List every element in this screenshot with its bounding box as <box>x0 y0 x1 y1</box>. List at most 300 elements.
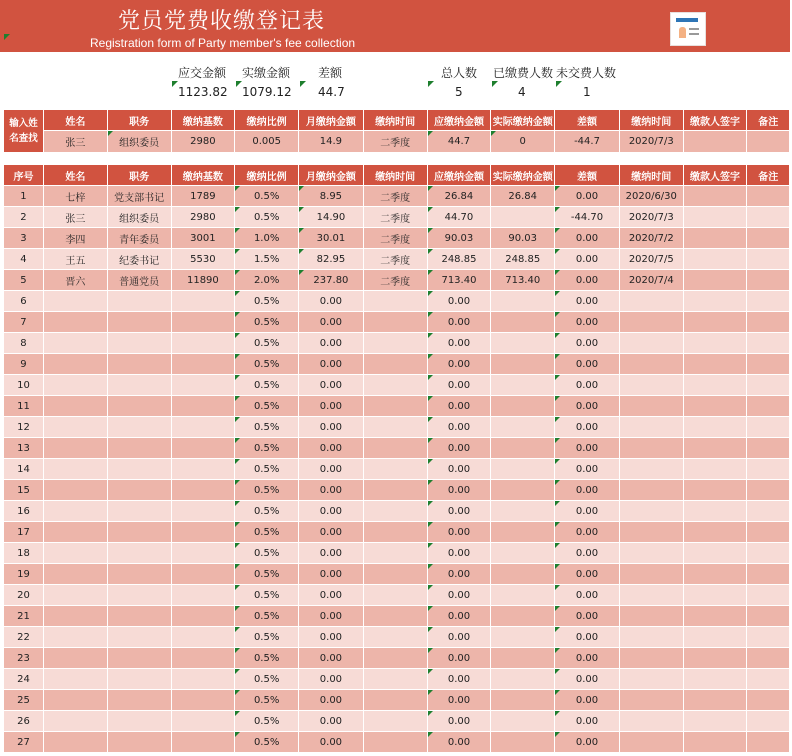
table-cell[interactable]: 4 <box>4 249 43 270</box>
table-cell[interactable]: 5 <box>4 270 43 291</box>
table-cell[interactable] <box>747 501 790 522</box>
table-cell[interactable]: 0.00 <box>427 375 491 396</box>
table-cell[interactable]: 0.5% <box>235 333 299 354</box>
table-cell[interactable] <box>491 459 555 480</box>
table-cell[interactable] <box>363 375 427 396</box>
table-cell[interactable]: 26 <box>4 711 43 732</box>
table-cell[interactable]: 713.40 <box>491 270 555 291</box>
table-cell[interactable]: 30.01 <box>299 228 364 249</box>
table-cell[interactable] <box>363 585 427 606</box>
table-cell[interactable]: 0.00 <box>299 396 364 417</box>
table-cell[interactable]: 17 <box>4 522 43 543</box>
table-cell[interactable] <box>171 438 235 459</box>
table-cell[interactable]: 0.00 <box>555 564 620 585</box>
table-cell[interactable] <box>747 648 790 669</box>
table-cell[interactable]: 82.95 <box>299 249 364 270</box>
table-cell[interactable] <box>363 732 427 753</box>
table-cell[interactable]: 2.0% <box>235 270 299 291</box>
table-cell[interactable] <box>107 354 171 375</box>
table-cell[interactable]: 0.00 <box>299 543 364 564</box>
table-cell[interactable] <box>43 417 107 438</box>
table-cell[interactable] <box>363 690 427 711</box>
table-cell[interactable] <box>747 207 790 228</box>
column-header[interactable]: 缴款人签字 <box>683 165 747 186</box>
table-cell[interactable]: 0.00 <box>427 333 491 354</box>
table-cell[interactable]: 0.00 <box>427 396 491 417</box>
table-cell[interactable]: 248.85 <box>427 249 491 270</box>
table-cell[interactable] <box>683 228 747 249</box>
table-cell[interactable] <box>747 732 790 753</box>
table-cell[interactable]: 0.5% <box>235 375 299 396</box>
table-cell[interactable]: 0.00 <box>427 501 491 522</box>
table-cell[interactable]: 0.00 <box>555 501 620 522</box>
table-cell[interactable]: 0.00 <box>427 480 491 501</box>
table-cell[interactable]: 0.00 <box>427 438 491 459</box>
table-cell[interactable]: 0.00 <box>427 711 491 732</box>
table-cell[interactable] <box>171 333 235 354</box>
lookup-cell[interactable]: 2980 <box>171 131 235 153</box>
table-cell[interactable]: 0.00 <box>427 522 491 543</box>
table-cell[interactable] <box>107 648 171 669</box>
table-cell[interactable]: 二季度 <box>363 228 427 249</box>
table-cell[interactable]: 0.00 <box>555 480 620 501</box>
column-header[interactable]: 缴纳基数 <box>171 165 235 186</box>
table-cell[interactable] <box>491 690 555 711</box>
lookup-cell[interactable]: 44.7 <box>427 131 491 153</box>
table-cell[interactable] <box>491 669 555 690</box>
table-cell[interactable] <box>683 207 747 228</box>
table-cell[interactable] <box>619 396 683 417</box>
lookup-cell[interactable]: 0.005 <box>235 131 299 153</box>
table-cell[interactable]: 0.00 <box>555 438 620 459</box>
table-cell[interactable] <box>363 438 427 459</box>
table-cell[interactable] <box>107 417 171 438</box>
table-cell[interactable]: 9 <box>4 354 43 375</box>
table-cell[interactable] <box>107 375 171 396</box>
table-cell[interactable] <box>43 711 107 732</box>
table-cell[interactable]: 0.5% <box>235 564 299 585</box>
table-cell[interactable] <box>171 312 235 333</box>
table-cell[interactable] <box>107 669 171 690</box>
table-cell[interactable] <box>363 543 427 564</box>
table-cell[interactable] <box>683 438 747 459</box>
table-cell[interactable]: 0.00 <box>555 270 620 291</box>
table-cell[interactable]: 2980 <box>171 207 235 228</box>
table-cell[interactable]: 0.00 <box>555 249 620 270</box>
table-cell[interactable] <box>619 669 683 690</box>
table-cell[interactable]: 0.5% <box>235 291 299 312</box>
table-cell[interactable] <box>683 480 747 501</box>
table-cell[interactable] <box>43 522 107 543</box>
paid-count-value[interactable]: 4 <box>518 85 526 99</box>
table-cell[interactable]: 0.00 <box>427 459 491 480</box>
table-cell[interactable] <box>683 606 747 627</box>
table-cell[interactable] <box>491 627 555 648</box>
table-cell[interactable] <box>171 606 235 627</box>
table-cell[interactable] <box>747 669 790 690</box>
table-cell[interactable]: 10 <box>4 375 43 396</box>
table-cell[interactable]: 0.00 <box>299 585 364 606</box>
table-cell[interactable] <box>43 333 107 354</box>
column-header[interactable]: 备注 <box>747 165 790 186</box>
table-cell[interactable]: 5530 <box>171 249 235 270</box>
table-cell[interactable]: 0.5% <box>235 186 299 207</box>
table-cell[interactable]: 0.00 <box>299 627 364 648</box>
column-header[interactable]: 应缴纳金额 <box>427 165 491 186</box>
table-cell[interactable] <box>43 459 107 480</box>
table-cell[interactable]: 0.5% <box>235 711 299 732</box>
table-cell[interactable]: 0.00 <box>427 543 491 564</box>
table-cell[interactable]: 0.00 <box>299 522 364 543</box>
table-cell[interactable]: 0.00 <box>555 354 620 375</box>
table-cell[interactable] <box>171 522 235 543</box>
table-cell[interactable] <box>171 396 235 417</box>
table-cell[interactable]: 24 <box>4 669 43 690</box>
table-cell[interactable]: 0.5% <box>235 522 299 543</box>
table-cell[interactable] <box>107 501 171 522</box>
table-cell[interactable] <box>747 627 790 648</box>
table-cell[interactable]: 0.00 <box>555 732 620 753</box>
table-cell[interactable] <box>171 690 235 711</box>
table-cell[interactable] <box>619 354 683 375</box>
table-cell[interactable] <box>491 522 555 543</box>
table-cell[interactable]: 0.00 <box>299 564 364 585</box>
table-cell[interactable] <box>747 228 790 249</box>
table-cell[interactable] <box>491 648 555 669</box>
table-cell[interactable]: -44.70 <box>555 207 620 228</box>
table-cell[interactable] <box>683 417 747 438</box>
table-cell[interactable]: 0.00 <box>299 480 364 501</box>
table-cell[interactable] <box>747 564 790 585</box>
table-cell[interactable]: 0.5% <box>235 438 299 459</box>
table-cell[interactable] <box>43 396 107 417</box>
table-cell[interactable]: 0.00 <box>555 228 620 249</box>
table-cell[interactable] <box>683 732 747 753</box>
table-cell[interactable]: 2 <box>4 207 43 228</box>
table-cell[interactable]: 0.00 <box>555 585 620 606</box>
table-cell[interactable] <box>619 648 683 669</box>
table-cell[interactable] <box>619 291 683 312</box>
table-cell[interactable]: 90.03 <box>427 228 491 249</box>
table-cell[interactable]: 七梓 <box>43 186 107 207</box>
table-cell[interactable] <box>747 375 790 396</box>
table-cell[interactable] <box>683 333 747 354</box>
table-cell[interactable]: 0.00 <box>555 522 620 543</box>
table-cell[interactable]: 0.5% <box>235 207 299 228</box>
id-card-icon[interactable] <box>670 12 706 46</box>
table-cell[interactable]: 18 <box>4 543 43 564</box>
table-cell[interactable]: 纪委书记 <box>107 249 171 270</box>
table-cell[interactable]: 0.00 <box>555 669 620 690</box>
table-cell[interactable] <box>747 606 790 627</box>
table-cell[interactable]: 12 <box>4 417 43 438</box>
table-cell[interactable]: 0.00 <box>555 396 620 417</box>
table-cell[interactable]: 党支部书记 <box>107 186 171 207</box>
table-cell[interactable] <box>491 606 555 627</box>
column-header[interactable]: 缴纳时间 <box>363 165 427 186</box>
table-cell[interactable]: 0.00 <box>427 417 491 438</box>
table-cell[interactable]: 0.5% <box>235 501 299 522</box>
table-cell[interactable] <box>107 585 171 606</box>
table-cell[interactable] <box>683 186 747 207</box>
table-cell[interactable]: 李四 <box>43 228 107 249</box>
table-cell[interactable] <box>619 459 683 480</box>
table-cell[interactable]: 晋六 <box>43 270 107 291</box>
table-cell[interactable] <box>107 396 171 417</box>
table-cell[interactable] <box>619 501 683 522</box>
table-cell[interactable] <box>43 375 107 396</box>
table-cell[interactable]: 0.5% <box>235 732 299 753</box>
column-header[interactable]: 月缴纳金额 <box>299 165 364 186</box>
table-cell[interactable] <box>43 501 107 522</box>
table-cell[interactable] <box>747 354 790 375</box>
table-cell[interactable] <box>43 690 107 711</box>
table-cell[interactable]: 0.00 <box>555 648 620 669</box>
table-cell[interactable] <box>43 543 107 564</box>
table-cell[interactable]: 组织委员 <box>107 207 171 228</box>
table-cell[interactable] <box>363 333 427 354</box>
table-cell[interactable] <box>107 732 171 753</box>
table-cell[interactable]: 0.00 <box>299 438 364 459</box>
table-cell[interactable]: 7 <box>4 312 43 333</box>
table-cell[interactable] <box>363 627 427 648</box>
table-cell[interactable] <box>107 564 171 585</box>
table-cell[interactable] <box>43 585 107 606</box>
table-cell[interactable]: 22 <box>4 627 43 648</box>
difference-value[interactable]: 44.7 <box>318 85 345 99</box>
lookup-cell[interactable]: 组织委员 <box>107 131 171 153</box>
table-cell[interactable]: 21 <box>4 606 43 627</box>
table-cell[interactable]: 0.00 <box>299 690 364 711</box>
table-cell[interactable]: 2020/6/30 <box>619 186 683 207</box>
table-cell[interactable]: 0.00 <box>299 333 364 354</box>
table-cell[interactable]: 0.00 <box>427 690 491 711</box>
table-cell[interactable]: 0.00 <box>555 711 620 732</box>
table-cell[interactable] <box>171 585 235 606</box>
table-cell[interactable]: 0.5% <box>235 396 299 417</box>
table-cell[interactable] <box>619 585 683 606</box>
table-cell[interactable] <box>491 732 555 753</box>
table-cell[interactable]: 二季度 <box>363 186 427 207</box>
table-cell[interactable] <box>747 291 790 312</box>
table-cell[interactable] <box>491 501 555 522</box>
table-cell[interactable] <box>107 438 171 459</box>
table-cell[interactable] <box>683 312 747 333</box>
table-cell[interactable]: 二季度 <box>363 270 427 291</box>
table-cell[interactable] <box>107 480 171 501</box>
table-cell[interactable] <box>363 459 427 480</box>
table-cell[interactable]: 26.84 <box>427 186 491 207</box>
table-cell[interactable] <box>683 585 747 606</box>
table-cell[interactable] <box>43 627 107 648</box>
table-cell[interactable] <box>683 690 747 711</box>
table-cell[interactable] <box>171 480 235 501</box>
table-cell[interactable] <box>363 501 427 522</box>
table-cell[interactable] <box>683 648 747 669</box>
table-cell[interactable]: 0.00 <box>427 627 491 648</box>
table-cell[interactable] <box>43 669 107 690</box>
lookup-cell[interactable]: 0 <box>491 131 555 153</box>
table-cell[interactable]: 0.5% <box>235 417 299 438</box>
table-cell[interactable]: 2020/7/4 <box>619 270 683 291</box>
table-cell[interactable] <box>683 501 747 522</box>
table-cell[interactable]: 0.5% <box>235 690 299 711</box>
table-cell[interactable]: 2020/7/2 <box>619 228 683 249</box>
table-cell[interactable]: 11 <box>4 396 43 417</box>
table-cell[interactable] <box>491 291 555 312</box>
table-cell[interactable] <box>747 312 790 333</box>
column-header[interactable]: 职务 <box>107 165 171 186</box>
table-cell[interactable] <box>619 711 683 732</box>
table-cell[interactable]: 0.00 <box>555 627 620 648</box>
table-cell[interactable] <box>363 522 427 543</box>
table-cell[interactable]: 20 <box>4 585 43 606</box>
table-cell[interactable]: 44.70 <box>427 207 491 228</box>
table-cell[interactable]: 0.00 <box>299 291 364 312</box>
table-cell[interactable]: 0.00 <box>555 312 620 333</box>
lookup-cell[interactable] <box>747 131 790 153</box>
table-cell[interactable] <box>747 417 790 438</box>
table-cell[interactable]: 0.00 <box>555 543 620 564</box>
table-cell[interactable]: 0.00 <box>555 186 620 207</box>
table-cell[interactable]: 0.00 <box>299 648 364 669</box>
table-cell[interactable]: 8 <box>4 333 43 354</box>
table-cell[interactable]: 90.03 <box>491 228 555 249</box>
table-cell[interactable]: 1 <box>4 186 43 207</box>
table-cell[interactable] <box>107 333 171 354</box>
table-cell[interactable]: 0.00 <box>555 417 620 438</box>
table-cell[interactable] <box>683 354 747 375</box>
table-cell[interactable] <box>683 459 747 480</box>
table-cell[interactable] <box>619 564 683 585</box>
table-cell[interactable]: 二季度 <box>363 207 427 228</box>
table-cell[interactable]: 2020/7/3 <box>619 207 683 228</box>
table-cell[interactable] <box>363 711 427 732</box>
table-cell[interactable]: 0.00 <box>555 606 620 627</box>
table-cell[interactable] <box>683 291 747 312</box>
table-cell[interactable] <box>43 438 107 459</box>
table-cell[interactable]: 19 <box>4 564 43 585</box>
table-cell[interactable]: 2020/7/5 <box>619 249 683 270</box>
table-cell[interactable] <box>747 249 790 270</box>
table-cell[interactable] <box>171 291 235 312</box>
table-cell[interactable] <box>171 564 235 585</box>
table-cell[interactable] <box>683 627 747 648</box>
table-cell[interactable]: 0.00 <box>555 375 620 396</box>
table-cell[interactable] <box>363 312 427 333</box>
table-cell[interactable] <box>747 438 790 459</box>
table-cell[interactable]: 0.00 <box>427 606 491 627</box>
table-cell[interactable] <box>107 312 171 333</box>
table-cell[interactable] <box>171 627 235 648</box>
table-cell[interactable] <box>43 291 107 312</box>
table-cell[interactable]: 26.84 <box>491 186 555 207</box>
table-cell[interactable] <box>747 333 790 354</box>
table-cell[interactable]: 0.00 <box>427 585 491 606</box>
table-cell[interactable] <box>747 396 790 417</box>
table-cell[interactable] <box>43 312 107 333</box>
table-cell[interactable]: 0.00 <box>299 459 364 480</box>
table-cell[interactable]: 二季度 <box>363 249 427 270</box>
table-cell[interactable] <box>491 480 555 501</box>
table-cell[interactable]: 1.0% <box>235 228 299 249</box>
table-cell[interactable]: 0.00 <box>555 333 620 354</box>
table-cell[interactable]: 25 <box>4 690 43 711</box>
table-cell[interactable]: 0.00 <box>555 291 620 312</box>
total-people-value[interactable]: 5 <box>455 85 463 99</box>
table-cell[interactable]: 0.00 <box>555 459 620 480</box>
table-cell[interactable]: 0.00 <box>555 690 620 711</box>
table-cell[interactable] <box>491 564 555 585</box>
table-cell[interactable] <box>747 186 790 207</box>
table-cell[interactable] <box>171 543 235 564</box>
table-cell[interactable] <box>107 522 171 543</box>
table-cell[interactable]: 0.5% <box>235 543 299 564</box>
table-cell[interactable]: 23 <box>4 648 43 669</box>
lookup-cell[interactable] <box>683 131 747 153</box>
lookup-cell[interactable]: -44.7 <box>555 131 620 153</box>
table-cell[interactable] <box>683 270 747 291</box>
table-cell[interactable] <box>171 354 235 375</box>
table-cell[interactable]: 王五 <box>43 249 107 270</box>
table-cell[interactable] <box>363 564 427 585</box>
table-cell[interactable] <box>619 480 683 501</box>
table-cell[interactable] <box>491 711 555 732</box>
column-header[interactable]: 缴纳时间 <box>619 165 683 186</box>
table-cell[interactable] <box>363 396 427 417</box>
table-cell[interactable] <box>107 711 171 732</box>
table-cell[interactable] <box>747 459 790 480</box>
table-cell[interactable] <box>619 438 683 459</box>
lookup-cell[interactable]: 14.9 <box>299 131 364 153</box>
table-cell[interactable] <box>43 732 107 753</box>
table-cell[interactable]: 6 <box>4 291 43 312</box>
table-cell[interactable] <box>363 606 427 627</box>
table-cell[interactable]: 0.5% <box>235 480 299 501</box>
table-cell[interactable] <box>619 522 683 543</box>
table-cell[interactable]: 237.80 <box>299 270 364 291</box>
lookup-name-input[interactable]: 张三 <box>43 131 107 153</box>
table-cell[interactable]: 14 <box>4 459 43 480</box>
table-cell[interactable]: 普通党员 <box>107 270 171 291</box>
table-cell[interactable] <box>683 522 747 543</box>
table-cell[interactable] <box>491 354 555 375</box>
table-cell[interactable] <box>171 711 235 732</box>
table-cell[interactable]: 0.00 <box>427 564 491 585</box>
table-cell[interactable] <box>107 690 171 711</box>
table-cell[interactable] <box>491 312 555 333</box>
table-cell[interactable]: 1.5% <box>235 249 299 270</box>
table-cell[interactable] <box>619 732 683 753</box>
column-header[interactable]: 序号 <box>4 165 43 186</box>
paid-amount-value[interactable]: 1079.12 <box>242 85 292 99</box>
table-cell[interactable] <box>107 606 171 627</box>
table-cell[interactable]: 0.00 <box>427 354 491 375</box>
table-cell[interactable]: 0.5% <box>235 459 299 480</box>
table-cell[interactable] <box>683 669 747 690</box>
table-cell[interactable] <box>747 711 790 732</box>
table-cell[interactable] <box>683 249 747 270</box>
table-cell[interactable] <box>107 627 171 648</box>
table-cell[interactable]: 3001 <box>171 228 235 249</box>
table-cell[interactable]: 0.5% <box>235 606 299 627</box>
table-cell[interactable]: 0.00 <box>299 606 364 627</box>
table-cell[interactable] <box>683 564 747 585</box>
table-cell[interactable] <box>491 396 555 417</box>
table-cell[interactable]: 0.00 <box>427 669 491 690</box>
table-cell[interactable]: 1789 <box>171 186 235 207</box>
table-cell[interactable] <box>43 480 107 501</box>
